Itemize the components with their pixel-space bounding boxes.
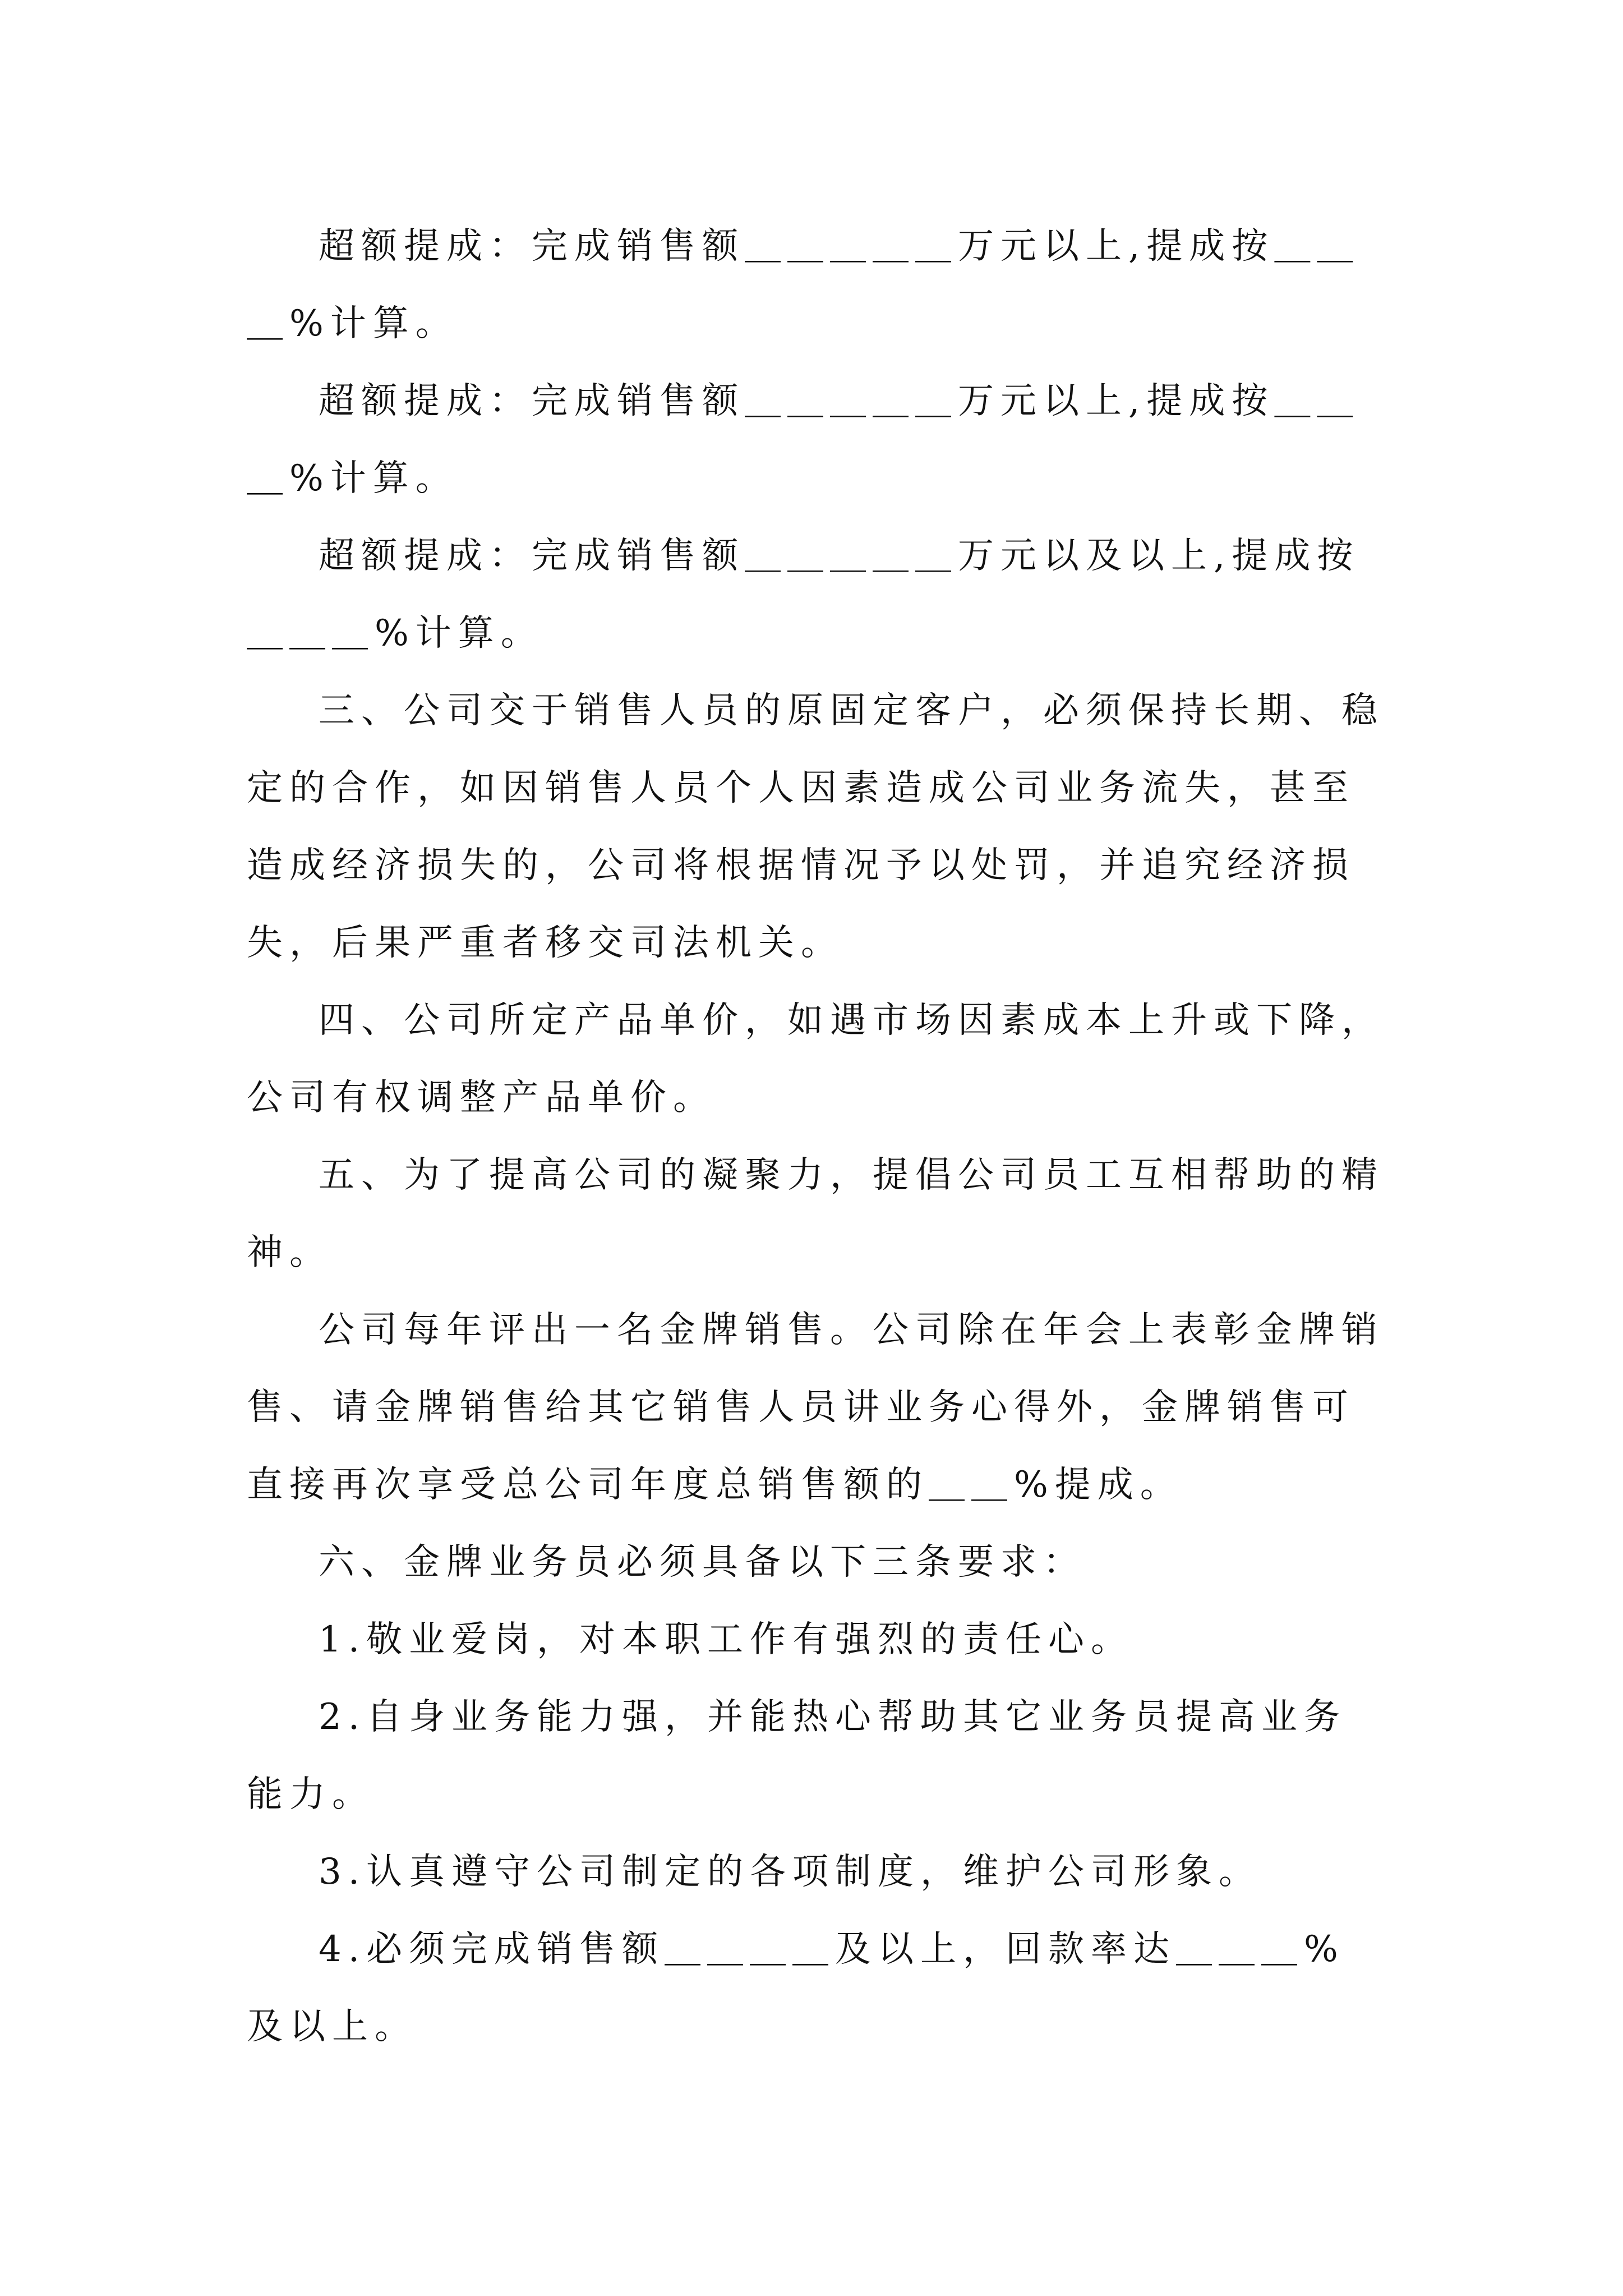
paragraph-commission-1: 超额提成：完成销售额＿＿＿＿＿万元以上,提成按＿＿＿%计算。 xyxy=(247,226,1360,344)
paragraph-section-3: 三、公司交于销售人员的原固定客户，必须保持长期、稳定的合作，如因销售人员个人因素造成公司业务流失，甚至造成经济损失的，公司将根据情况予以处罚，并追究经济损失，后果严重者移交司法机关。 xyxy=(247,690,1384,964)
list-item-3: 3.认真遵守公司制定的各项制度，维护公司形象。 xyxy=(319,1851,1262,1893)
list-item-2: 2.自身业务能力强，并能热心帮助其它业务员提高业务能力。 xyxy=(247,1696,1347,1815)
list-item-1: 1.敬业爱岗，对本职工作有强烈的责任心。 xyxy=(319,1619,1134,1660)
list-item-4: 4.必须完成销售额＿＿＿＿及以上，回款率达＿＿＿%及以上。 xyxy=(247,1929,1345,2047)
document-body xyxy=(247,208,1385,2065)
paragraph-commission-3: 超额提成：完成销售额＿＿＿＿＿万元以及以上,提成按＿＿＿%计算。 xyxy=(247,535,1360,654)
paragraph-gold-sales: 公司每年评出一名金牌销售。公司除在年会上表彰金牌销售、请金牌销售给其它销售人员讲业务心得外，金牌销售可直接再次享受总公司年度总销售额的＿＿%提成。 xyxy=(247,1309,1384,1506)
paragraph-commission-2: 超额提成：完成销售额＿＿＿＿＿万元以上,提成按＿＿＿%计算。 xyxy=(247,380,1360,499)
paragraph-section-5: 五、为了提高公司的凝聚力，提倡公司员工互相帮助的精神。 xyxy=(247,1154,1384,1273)
paragraph-section-6: 六、金牌业务员必须具备以下三条要求： xyxy=(319,1542,1086,1583)
paragraph-section-4: 四、公司所定产品单价，如遇市场因素成本上升或下降，公司有权调整产品单价。 xyxy=(247,1000,1384,1119)
